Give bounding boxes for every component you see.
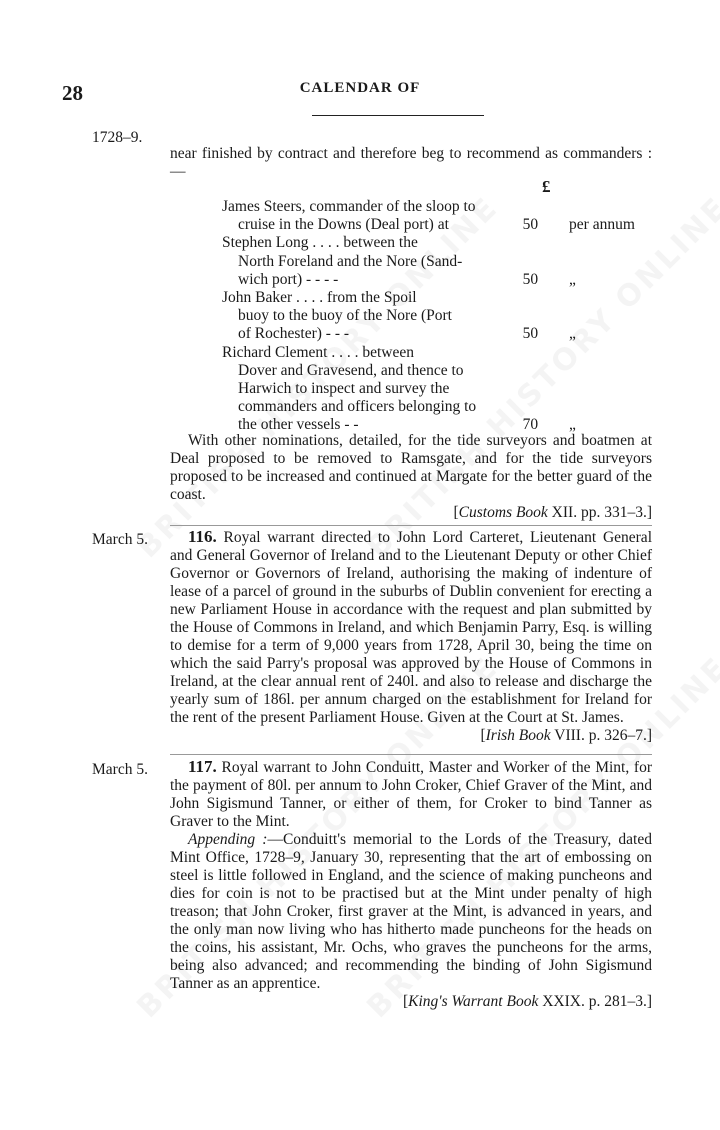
commander-line: cruise in the Downs (Deal port) at	[238, 216, 449, 234]
section-divider	[170, 525, 652, 526]
reference-detail: VIII. p. 326–7.	[554, 727, 647, 744]
source-reference: [King's Warrant Book XXIX. p. 281–3.]	[402, 993, 652, 1010]
reference-detail: XXIX. p. 281–3.	[542, 993, 647, 1010]
unit: „	[569, 325, 576, 343]
commander-line: Richard Clement . . . . between	[222, 343, 414, 361]
margin-date: March 5.	[92, 761, 148, 778]
commander-line: buoy to the buoy of the Nore (Port	[238, 307, 452, 325]
entry-116	[170, 528, 652, 745]
amount: 70	[522, 416, 539, 434]
intro-text: near finished by contract and therefore beg to recommend as commanders :—	[170, 145, 652, 180]
unit: per annum	[569, 216, 635, 234]
list-item	[222, 234, 662, 289]
appending-label: Appending :	[188, 831, 268, 848]
commander-line: North Foreland and the Nore (Sand-	[238, 252, 463, 270]
entry-body: Royal warrant to John Conduitt, Master and Worker of the Mint, for the payment of 80l. per annum to John Croker, Chief Graver of the Mint, and John Sigismund Tanner, or either of them, for Croker to bind Tanner as Graver to the Mint.	[170, 759, 652, 830]
margin-date: March 5.	[92, 531, 148, 548]
list-item	[222, 344, 662, 435]
reference-detail: XII. pp. 331–3.	[551, 504, 647, 521]
reference-title: King's Warrant Book	[408, 993, 539, 1010]
appending-body: —Conduitt's memorial to the Lords of the Treasury, dated Mint Office, 1728–9, January 30, representing that the art of embossing on steel is little followed in England, and the science of making puncheons and dies for coin is not to be practised but at the Mint under penalty of high treason; that John Croker, first graver at the Mint, is advanced in years, and the only man now living who has hitherto made puncheons for the heads on the coins, his assistant, Mr. Ochs, who graves the puncheons for the arms, being also advanced; and recommending the binding of John Sigismund Tanner as an apprentice.	[170, 831, 652, 992]
entry-number: 116.	[188, 527, 217, 546]
amount: 50	[522, 216, 539, 234]
entry-text	[170, 758, 652, 831]
entry-closing	[170, 432, 652, 522]
source-reference: [Customs Book XII. pp. 331–3.]	[453, 504, 652, 521]
commander-line: John Baker . . . . from the Spoil	[222, 289, 417, 307]
commander-line: Dover and Gravesend, and thence to	[238, 361, 464, 379]
list-item	[222, 198, 662, 234]
commander-line: commanders and officers belonging to	[238, 398, 477, 416]
appending-text	[170, 831, 652, 993]
commander-line: Harwich to inspect and survey the	[238, 380, 450, 398]
unit: „	[569, 270, 576, 288]
commander-line: James Steers, commander of the sloop to	[222, 198, 476, 215]
commander-line: wich port) - - - -	[238, 270, 339, 288]
source-reference: [Irish Book VIII. p. 326–7.]	[480, 727, 652, 744]
commander-line: of Rochester) - - -	[238, 325, 350, 343]
list-item	[222, 289, 662, 344]
header-rule	[312, 115, 484, 116]
margin-date: 1728–9.	[92, 129, 143, 146]
unit: „	[569, 416, 576, 434]
reference-title: Customs Book	[458, 504, 548, 521]
currency-symbol: £	[542, 177, 551, 196]
running-title: CALENDAR OF	[299, 80, 421, 96]
entry-continuation	[170, 145, 652, 181]
entry-text	[170, 528, 652, 727]
amount: 50	[522, 270, 539, 288]
entry-number: 117.	[188, 757, 217, 776]
commander-line: the other vessels - -	[238, 416, 359, 434]
commander-line: Stephen Long . . . . between the	[222, 234, 418, 252]
entry-117	[170, 758, 652, 1011]
reference-title: Irish Book	[485, 727, 551, 744]
commander-list	[222, 198, 662, 435]
closing-text: With other nominations, detailed, for the tide surveyors and boatmen at Deal proposed to be removed to Ramsgate, and for the tide surveyors proposed to be increased and continued at Margate for the better guard of the coast.	[170, 432, 652, 503]
page-number: 28	[62, 81, 83, 105]
section-divider	[170, 754, 652, 755]
entry-body: Royal warrant directed to John Lord Carteret, Lieutenant General and General Governor of Ireland and to the Lieutenant Deputy or other Chief Governor or Governors of Ireland, authorising the making of indenture of lease of a parcel of ground in the suburbs of Dublin convenient for erecting a new Parliament House in accordance with the request and plan submitted by the House of Commons in Ireland, and which Benjamin Parry, Esq. is willing to demise for a term of 9,000 years from 1728, April 30, being the time on which the said Parry's proposal was approved by the House of Commons in Ireland, at the clear annual rent of 240l. and also to release and discharge the yearly sum of 186l. per annum charged on the establishment for Ireland for the rent of the present Parliament House. Given at the Court at St. James.	[170, 529, 652, 726]
amount: 50	[522, 325, 539, 343]
